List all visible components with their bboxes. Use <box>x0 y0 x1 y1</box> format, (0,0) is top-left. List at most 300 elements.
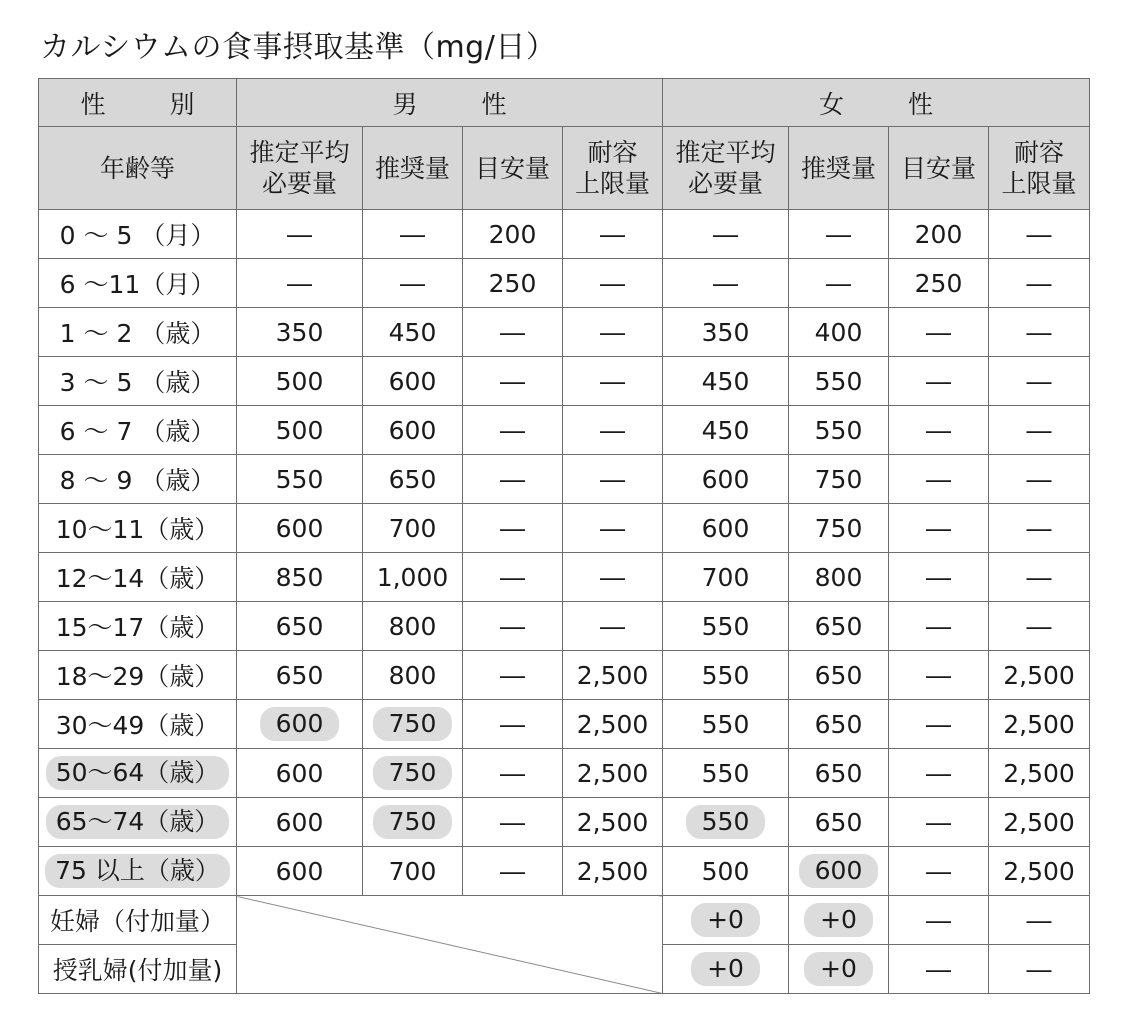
column-header-line: 耐容 <box>587 138 638 167</box>
value-cell <box>363 602 463 651</box>
cell-value: ― <box>926 366 952 396</box>
cell-value: ― <box>600 268 625 298</box>
cell-value: 550 <box>275 464 324 494</box>
cell-value: ― <box>926 709 952 739</box>
table-row <box>39 749 1090 798</box>
table-row <box>39 210 1090 259</box>
value-cell <box>563 259 663 308</box>
cell-value: ― <box>1026 954 1052 984</box>
cell-value: 200 <box>914 219 963 249</box>
cell-value: 550 <box>701 660 750 690</box>
value-cell <box>889 553 989 602</box>
cell-value: 1,000 <box>376 562 449 592</box>
cell-value: 650 <box>814 807 863 837</box>
header-sex-label: 性 別 <box>80 89 223 119</box>
cell-value: 700 <box>701 562 750 592</box>
value-cell <box>363 847 463 896</box>
cell-value: 650 <box>814 709 863 739</box>
cell-value: 3 ～ 5 （歳） <box>59 368 216 397</box>
value-cell <box>663 847 789 896</box>
value-cell <box>789 406 889 455</box>
cell-value: 2,500 <box>1003 807 1075 837</box>
age-cell <box>39 847 237 896</box>
value-cell <box>463 504 563 553</box>
column-header-line: 推定平均 <box>675 138 776 167</box>
value-cell <box>463 651 563 700</box>
cell-value: ― <box>600 415 625 445</box>
cell-value: ― <box>713 219 739 249</box>
value-cell <box>889 945 989 994</box>
cell-value: 500 <box>275 415 324 445</box>
value-cell <box>237 210 363 259</box>
cell-value: 2,500 <box>576 660 649 690</box>
value-cell <box>563 210 663 259</box>
value-cell <box>563 602 663 651</box>
column-header-line: 上限量 <box>1001 169 1077 198</box>
header-age: 年齢等 <box>39 127 237 210</box>
value-cell <box>663 357 789 406</box>
cell-value: ― <box>926 807 952 837</box>
value-cell <box>889 406 989 455</box>
lactating-label-cell <box>39 945 237 994</box>
cell-value: 450 <box>701 366 750 396</box>
value-cell <box>889 798 989 847</box>
cell-value: 650 <box>275 611 324 641</box>
value-cell <box>663 602 789 651</box>
cell-value: 650 <box>275 660 324 690</box>
highlighted-value: 600 <box>799 854 879 888</box>
cell-value: 2,500 <box>576 758 649 788</box>
cell-value: 2,500 <box>1003 758 1075 788</box>
value-cell <box>889 651 989 700</box>
table-row <box>39 406 1090 455</box>
value-cell <box>237 406 363 455</box>
cell-value: 750 <box>814 513 863 543</box>
table-row <box>39 847 1090 896</box>
cell-value: 700 <box>388 856 437 886</box>
cell-value: 550 <box>814 366 863 396</box>
cell-value: ― <box>1026 464 1052 494</box>
value-cell <box>237 357 363 406</box>
cell-value: ― <box>500 660 525 690</box>
value-cell <box>889 455 989 504</box>
cell-value: 2,500 <box>1003 709 1075 739</box>
cell-value: 450 <box>701 415 750 445</box>
cell-value: 750 <box>814 464 863 494</box>
value-cell <box>989 700 1090 749</box>
header-row-columns <box>39 127 1090 210</box>
value-cell <box>563 749 663 798</box>
cell-value: 8 ～ 9 （歳） <box>59 466 216 495</box>
value-cell <box>237 651 363 700</box>
cell-value: ― <box>600 366 625 396</box>
value-cell <box>989 602 1090 651</box>
cell-value: ― <box>1026 513 1052 543</box>
cell-value: 15～17（歳） <box>55 613 220 642</box>
column-header-line: 耐容 <box>1014 138 1065 167</box>
cell-value: ― <box>926 660 952 690</box>
value-cell <box>889 847 989 896</box>
value-cell <box>663 406 789 455</box>
value-cell <box>663 798 789 847</box>
cell-value: 200 <box>488 219 537 249</box>
age-cell <box>39 651 237 700</box>
value-cell <box>663 210 789 259</box>
value-cell <box>789 945 889 994</box>
column-header-line: 目安量 <box>901 153 977 183</box>
cell-value: ― <box>826 219 852 249</box>
column-header-line: 推奨量 <box>374 153 450 183</box>
value-cell <box>663 651 789 700</box>
cell-value: ― <box>713 268 739 298</box>
cell-value: ― <box>926 562 952 592</box>
table-row-pregnant <box>39 896 1090 945</box>
cell-value: 550 <box>701 758 750 788</box>
value-cell <box>237 749 363 798</box>
value-cell <box>563 504 663 553</box>
cell-value: ― <box>500 562 525 592</box>
value-cell <box>889 504 989 553</box>
cell-value: 600 <box>701 513 750 543</box>
pregnant-label-cell <box>39 896 237 945</box>
cell-value: 650 <box>814 611 863 641</box>
cell-value: 350 <box>275 317 324 347</box>
value-cell <box>789 749 889 798</box>
value-cell <box>237 504 363 553</box>
cell-value: ― <box>500 758 525 788</box>
value-cell <box>789 308 889 357</box>
table-row <box>39 651 1090 700</box>
value-cell <box>463 602 563 651</box>
value-cell <box>363 406 463 455</box>
value-cell <box>889 602 989 651</box>
value-cell <box>563 455 663 504</box>
column-header-line: 上限量 <box>575 169 651 198</box>
cell-value: 550 <box>701 709 750 739</box>
age-cell <box>39 455 237 504</box>
value-cell <box>363 455 463 504</box>
cell-value: 650 <box>814 758 863 788</box>
age-cell <box>39 259 237 308</box>
cell-value: 600 <box>275 807 324 837</box>
cell-value: ― <box>500 366 525 396</box>
column-header <box>663 127 789 210</box>
value-cell <box>989 798 1090 847</box>
value-cell <box>563 847 663 896</box>
value-cell <box>363 210 463 259</box>
value-cell <box>789 602 889 651</box>
value-cell <box>363 749 463 798</box>
value-cell <box>989 847 1090 896</box>
table-row <box>39 602 1090 651</box>
highlighted-value: 50～64（歳） <box>46 756 230 790</box>
cell-value: ― <box>287 219 312 249</box>
cell-value: ― <box>1026 562 1052 592</box>
age-cell <box>39 602 237 651</box>
cell-value: ― <box>1026 415 1052 445</box>
cell-value: 10～11（歳） <box>55 515 220 544</box>
table-row <box>39 700 1090 749</box>
cell-value: 0 ～ 5 （月） <box>59 221 216 250</box>
cell-value: ― <box>500 415 525 445</box>
value-cell <box>789 553 889 602</box>
value-cell <box>237 798 363 847</box>
cell-value: 1 ～ 2 （歳） <box>59 319 216 348</box>
table-row <box>39 455 1090 504</box>
highlighted-value: 600 <box>260 707 340 741</box>
value-cell <box>789 259 889 308</box>
table-row <box>39 259 1090 308</box>
cell-value: ― <box>400 268 425 298</box>
value-cell <box>563 798 663 847</box>
highlighted-value: +0 <box>804 952 873 986</box>
value-cell <box>889 749 989 798</box>
cell-value: 650 <box>814 660 863 690</box>
cell-value: 30～49（歳） <box>55 711 220 740</box>
cell-value: ― <box>500 856 525 886</box>
value-cell <box>563 700 663 749</box>
diagonal-na-cell <box>237 896 663 994</box>
cell-value: ― <box>600 464 625 494</box>
table-row <box>39 553 1090 602</box>
value-cell <box>363 259 463 308</box>
highlighted-value: +0 <box>691 952 760 986</box>
value-cell <box>463 455 563 504</box>
value-cell <box>663 700 789 749</box>
value-cell <box>889 210 989 259</box>
cell-value: ― <box>500 807 525 837</box>
age-cell <box>39 504 237 553</box>
cell-value: 350 <box>701 317 750 347</box>
column-header <box>889 127 989 210</box>
value-cell <box>363 651 463 700</box>
age-cell <box>39 749 237 798</box>
value-cell <box>563 406 663 455</box>
highlighted-value: +0 <box>691 903 760 937</box>
header-sex <box>39 79 237 127</box>
cell-value: ― <box>1026 905 1052 935</box>
column-header <box>563 127 663 210</box>
value-cell <box>237 700 363 749</box>
cell-value: 600 <box>388 366 437 396</box>
value-cell <box>789 357 889 406</box>
cell-value: 700 <box>388 513 437 543</box>
column-header-line: 必要量 <box>261 169 337 198</box>
calcium-intake-table <box>38 78 1090 994</box>
value-cell <box>663 896 789 945</box>
cell-value: 400 <box>814 317 863 347</box>
value-cell <box>663 308 789 357</box>
table-row <box>39 798 1090 847</box>
cell-value: ― <box>600 219 625 249</box>
cell-value: 2,500 <box>576 709 649 739</box>
cell-value: 18～29（歳） <box>55 662 220 691</box>
value-cell <box>237 553 363 602</box>
value-cell <box>563 651 663 700</box>
value-cell <box>789 455 889 504</box>
value-cell <box>663 553 789 602</box>
value-cell <box>789 896 889 945</box>
cell-value: ― <box>926 905 952 935</box>
cell-value: 800 <box>388 611 437 641</box>
value-cell <box>989 504 1090 553</box>
cell-value: ― <box>500 709 525 739</box>
value-cell <box>563 308 663 357</box>
cell-value: 2,500 <box>1003 660 1075 690</box>
cell-value: 250 <box>914 268 963 298</box>
value-cell <box>989 210 1090 259</box>
cell-value: 600 <box>388 415 437 445</box>
age-cell <box>39 308 237 357</box>
table-row <box>39 308 1090 357</box>
age-cell <box>39 357 237 406</box>
value-cell <box>789 847 889 896</box>
value-cell <box>789 504 889 553</box>
column-header <box>463 127 563 210</box>
value-cell <box>989 406 1090 455</box>
table-row <box>39 504 1090 553</box>
value-cell <box>663 945 789 994</box>
cell-value: 500 <box>701 856 750 886</box>
cell-value: ― <box>1026 611 1052 641</box>
value-cell <box>889 259 989 308</box>
value-cell <box>663 749 789 798</box>
cell-value: 12～14（歳） <box>55 564 220 593</box>
cell-value: ― <box>600 317 625 347</box>
value-cell <box>563 357 663 406</box>
value-cell <box>663 259 789 308</box>
page-title: カルシウムの食事摂取基準（mg/日） <box>40 30 557 65</box>
age-cell <box>39 210 237 259</box>
cell-value: 500 <box>275 366 324 396</box>
cell-value: 2,500 <box>576 807 649 837</box>
highlighted-value: +0 <box>804 903 873 937</box>
cell-value: ― <box>926 464 952 494</box>
column-header <box>989 127 1090 210</box>
cell-value: ― <box>926 954 952 984</box>
value-cell <box>989 308 1090 357</box>
cell-value: ― <box>1026 366 1052 396</box>
cell-value: ― <box>1026 219 1052 249</box>
value-cell <box>363 308 463 357</box>
value-cell <box>989 749 1090 798</box>
value-cell <box>237 259 363 308</box>
value-cell <box>989 357 1090 406</box>
value-cell <box>237 455 363 504</box>
age-cell <box>39 700 237 749</box>
value-cell <box>237 847 363 896</box>
header-male <box>237 79 663 127</box>
highlighted-value: 550 <box>686 805 766 839</box>
value-cell <box>463 700 563 749</box>
highlighted-value: 750 <box>373 707 453 741</box>
value-cell <box>237 308 363 357</box>
cell-value: 800 <box>814 562 863 592</box>
value-cell <box>463 357 563 406</box>
value-cell <box>563 553 663 602</box>
cell-value: 2,500 <box>576 856 649 886</box>
cell-value: ― <box>287 268 312 298</box>
column-header <box>363 127 463 210</box>
cell-value: ― <box>500 611 525 641</box>
value-cell <box>789 798 889 847</box>
cell-value: 授乳婦(付加量) <box>52 956 223 985</box>
cell-value: ― <box>826 268 852 298</box>
value-cell <box>989 651 1090 700</box>
value-cell <box>237 602 363 651</box>
cell-value: ― <box>1026 317 1052 347</box>
value-cell <box>463 798 563 847</box>
value-cell <box>889 357 989 406</box>
cell-value: ― <box>600 562 625 592</box>
cell-value: ― <box>400 219 425 249</box>
highlighted-value: 75 以上（歳） <box>45 854 230 888</box>
value-cell <box>789 700 889 749</box>
value-cell <box>463 406 563 455</box>
value-cell <box>989 896 1090 945</box>
highlighted-value: 65～74（歳） <box>46 805 230 839</box>
cell-value: ― <box>500 317 525 347</box>
cell-value: 550 <box>814 415 863 445</box>
cell-value: 600 <box>275 856 324 886</box>
cell-value: ― <box>600 611 625 641</box>
column-header <box>789 127 889 210</box>
value-cell <box>363 357 463 406</box>
value-cell <box>989 945 1090 994</box>
cell-value: 600 <box>275 758 324 788</box>
cell-value: ― <box>926 611 952 641</box>
cell-value: ― <box>926 513 952 543</box>
cell-value: 2,500 <box>1003 856 1075 886</box>
value-cell <box>463 553 563 602</box>
cell-value: ― <box>926 415 952 445</box>
header-female <box>663 79 1090 127</box>
value-cell <box>989 455 1090 504</box>
header-female-label: 女 性 <box>819 89 961 119</box>
value-cell <box>789 210 889 259</box>
value-cell <box>363 504 463 553</box>
value-cell <box>889 896 989 945</box>
value-cell <box>889 308 989 357</box>
cell-value: ― <box>1026 268 1052 298</box>
value-cell <box>663 455 789 504</box>
cell-value: 6 ～ 7 （歳） <box>59 417 216 446</box>
column-header-line: 推奨量 <box>801 153 877 183</box>
cell-value: 600 <box>701 464 750 494</box>
header-male-label: 男 性 <box>392 89 535 119</box>
value-cell <box>889 700 989 749</box>
column-header-line: 推定平均 <box>249 138 350 167</box>
cell-value: ― <box>926 856 952 886</box>
cell-value: ― <box>500 464 525 494</box>
cell-value: 850 <box>275 562 324 592</box>
cell-value: ― <box>500 513 525 543</box>
table-row <box>39 357 1090 406</box>
cell-value: 450 <box>388 317 437 347</box>
value-cell <box>463 210 563 259</box>
cell-value: ― <box>926 758 952 788</box>
value-cell <box>663 504 789 553</box>
value-cell <box>463 847 563 896</box>
column-header-line: 必要量 <box>688 169 764 198</box>
value-cell <box>363 553 463 602</box>
column-header <box>237 127 363 210</box>
cell-value: ― <box>600 513 625 543</box>
value-cell <box>463 308 563 357</box>
value-cell <box>463 259 563 308</box>
value-cell <box>989 259 1090 308</box>
cell-value: 妊婦（付加量） <box>49 907 225 936</box>
